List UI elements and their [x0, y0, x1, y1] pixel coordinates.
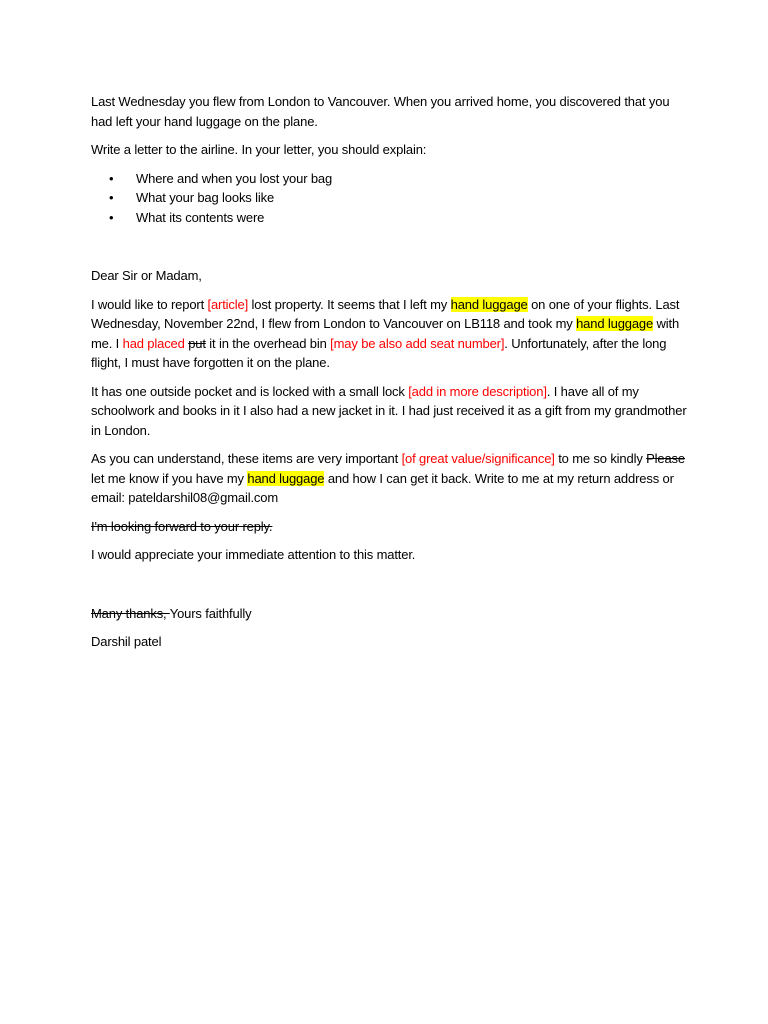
- spacer: [91, 236, 691, 266]
- task-bullet: • What its contents were: [136, 208, 691, 228]
- letter-paragraph-1: [91, 295, 691, 373]
- text-run: It has one outside pocket and is locked with a small lock: [91, 383, 409, 399]
- correction-note: [may be also add seat number]: [330, 335, 505, 351]
- highlighted-phrase: hand luggage: [576, 316, 654, 331]
- text-run: with me. I: [91, 316, 680, 351]
- task-bullet: • What your bag looks like: [136, 188, 691, 208]
- task-instruction: Write a letter to the airline. In your letter, you should explain:: [91, 142, 427, 157]
- text-run: it in the overhead bin: [205, 335, 331, 351]
- text-run: on one of your flights. Last Wednesday, November 22nd, I flew from London to Vancouver on LB118 and took my: [91, 296, 680, 331]
- correction-note: [of great value/significance]: [401, 451, 555, 466]
- salutation: Dear Sir or Madam,: [91, 268, 202, 283]
- signature: Darshil patel: [91, 634, 162, 649]
- task-bullet-list: [91, 169, 691, 228]
- attention-line: I would appreciate your immediate attention to this matter.: [91, 547, 416, 562]
- spacer: [91, 574, 691, 604]
- correction-note: [add in more description]: [408, 383, 547, 399]
- document-body: [91, 92, 691, 661]
- text-run: . Unfortunately, after the long flight, I must have forgotten it on the plane.: [91, 335, 667, 370]
- text-run: let me know if you have my: [91, 470, 248, 486]
- text-run: and how I can get it back. Write to me at my return address or email: pateldarshil08@gmail.com: [91, 470, 674, 505]
- task-intro: Last Wednesday you flew from London to Vancouver. When you arrived home, you discovered that you had left your hand luggage on the plane.: [91, 94, 670, 129]
- closing-line: [91, 604, 691, 624]
- text-run: lost property. It seems that I left my: [248, 296, 451, 312]
- letter-paragraph-3: [91, 449, 691, 508]
- text-run: to me so kindly: [554, 451, 647, 466]
- text-run: I would like to report: [91, 296, 208, 312]
- correction-note: had placed: [122, 335, 185, 351]
- highlighted-phrase: hand luggage: [247, 470, 325, 486]
- struck-word: put: [188, 335, 206, 351]
- highlighted-phrase: hand luggage: [450, 296, 528, 312]
- struck-line: I'm looking forward to your reply.: [91, 518, 273, 534]
- closing: Yours faithfully: [169, 605, 252, 621]
- text-run: . I have all of my schoolwork and books in it I also had a new jacket in it. I had just received it as a gift from my grandmother in London.: [91, 383, 687, 438]
- struck-closing: Many thanks,: [91, 605, 170, 621]
- text-run: As you can understand, these items are very important: [91, 451, 402, 466]
- struck-word: Please: [646, 451, 685, 466]
- task-bullet: • Where and when you lost your bag: [136, 169, 691, 189]
- letter-paragraph-2: [91, 382, 691, 441]
- correction-note: [article]: [207, 296, 249, 312]
